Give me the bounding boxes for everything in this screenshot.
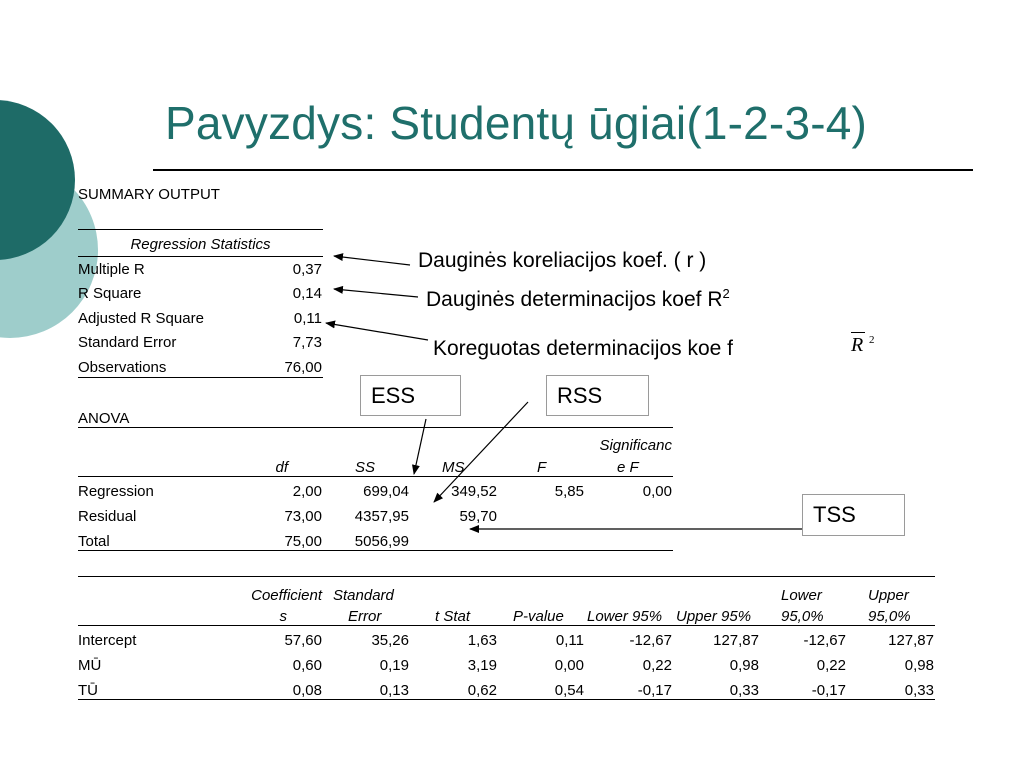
coef-tu-u95: 0,33 [729, 682, 759, 699]
annotation-r-square-text: Dauginės determinacijos koef R [426, 288, 723, 311]
coef-tu-se: 0,13 [379, 682, 409, 699]
coef-mu-l950: 0,22 [816, 657, 846, 674]
anova-regression-f: 5,85 [554, 483, 584, 500]
coef-header-upper950-line2: 95,0% [868, 608, 911, 625]
anova-regression-ss: 699,04 [363, 483, 409, 500]
summary-heading: SUMMARY OUTPUT [78, 186, 220, 203]
anova-label-total: Total [78, 533, 110, 550]
coef-tu-l95: -0,17 [637, 682, 672, 699]
arrow-rss [434, 402, 528, 502]
coef-intercept-u95: 127,87 [713, 632, 759, 649]
coef-label-tu: TŪ [78, 682, 98, 699]
coef-tu-t: 0,62 [467, 682, 497, 699]
anova-regression-df: 2,00 [292, 483, 322, 500]
annotation-r-square-exponent: 2 [722, 286, 730, 301]
anova-header-f: F [537, 459, 547, 476]
coef-intercept-u950: 127,87 [888, 632, 934, 649]
coef-tu-u950: 0,33 [904, 682, 934, 699]
coef-intercept-p: 0,11 [555, 632, 584, 649]
coef-header-tstat: t Stat [435, 608, 471, 625]
slide-title: Pavyzdys: Studentų ūgiai(1-2-3-4) [165, 97, 868, 149]
anova-heading: ANOVA [78, 410, 130, 427]
coef-header-upper950-line1: Upper [868, 587, 909, 604]
coef-header-lower950-line1: Lower [781, 587, 822, 604]
anova-header-df: df [275, 459, 288, 476]
anova-residual-ss: 4357,95 [354, 508, 409, 525]
coef-label-intercept: Intercept [78, 632, 137, 649]
coef-mu-p: 0,00 [554, 657, 584, 674]
arrow-ess [414, 419, 426, 474]
coef-header-se-line2: Error [348, 608, 382, 625]
coef-header-lower95: Lower 95% [587, 608, 663, 625]
coef-mu-l95: 0,22 [642, 657, 672, 674]
anova-header-sig-line2: e F [617, 459, 639, 476]
tss-box: TSS [802, 494, 905, 536]
stat-value-observations: 76,00 [284, 359, 322, 376]
anova-residual-df: 73,00 [284, 508, 322, 525]
stat-value-r-square: 0,14 [292, 285, 322, 302]
r-bar-exponent: 2 [869, 334, 875, 346]
coef-intercept-se: 35,26 [371, 632, 409, 649]
reg-stats-title: Regression Statistics [130, 236, 271, 253]
stat-value-adjusted-r-square: 0,11 [293, 310, 322, 327]
coef-mu-se: 0,19 [379, 657, 409, 674]
annotation-multiple-r: Dauginės koreliacijos koef. ( r ) [418, 249, 707, 272]
stat-value-multiple-r: 0,37 [292, 261, 322, 278]
coef-intercept-l95: -12,67 [629, 632, 672, 649]
stat-value-standard-error: 7,73 [292, 334, 322, 351]
stat-label-observations: Observations [78, 359, 167, 376]
anova-regression-sig: 0,00 [642, 483, 672, 500]
anova-total-df: 75,00 [284, 533, 322, 550]
annotation-adjusted: Koreguotas determinacijos koe f [433, 337, 733, 360]
ess-box: ESS [360, 375, 461, 416]
arrow-adjusted [326, 323, 428, 340]
arrow-multiple-r [334, 256, 410, 265]
arrow-r-square [334, 289, 418, 297]
stat-label-adjusted-r-square: Adjusted R Square [78, 310, 204, 327]
anova-label-regression: Regression [78, 483, 154, 500]
coef-header-upper95: Upper 95% [676, 608, 752, 625]
anova-residual-ms: 59,70 [459, 508, 497, 525]
stat-label-r-square: R Square [78, 285, 142, 302]
coef-label-mu: MŪ [78, 657, 102, 674]
coef-mu-u950: 0,98 [904, 657, 934, 674]
coef-mu-u95: 0,98 [729, 657, 759, 674]
coef-mu-coef: 0,60 [292, 657, 322, 674]
coef-mu-t: 3,19 [467, 657, 497, 674]
stat-label-standard-error: Standard Error [78, 334, 177, 351]
coef-intercept-t: 1,63 [467, 632, 497, 649]
coef-header-lower950-line2: 95,0% [781, 608, 824, 625]
anova-header-sig-line1: Significanc [599, 437, 672, 454]
anova-label-residual: Residual [78, 508, 137, 525]
coef-header-se-line1: Standard [333, 587, 394, 604]
r-bar-letter: R [851, 334, 864, 356]
anova-total-ss: 5056,99 [354, 533, 409, 550]
coef-header-pvalue: P-value [513, 608, 564, 625]
coef-tu-coef: 0,08 [292, 682, 322, 699]
coef-header-coefficients-line2: s [279, 608, 287, 625]
coef-intercept-coef: 57,60 [284, 632, 322, 649]
coef-intercept-l950: -12,67 [803, 632, 846, 649]
coef-tu-l950: -0,17 [811, 682, 846, 699]
anova-header-ms: MS [442, 459, 465, 476]
anova-header-ss: SS [355, 459, 376, 476]
rss-box: RSS [546, 375, 649, 416]
coef-tu-p: 0,54 [554, 682, 584, 699]
anova-regression-ms: 349,52 [451, 483, 497, 500]
coef-header-coefficients-line1: Coefficient [251, 587, 322, 604]
stat-label-multiple-r: Multiple R [78, 261, 145, 278]
